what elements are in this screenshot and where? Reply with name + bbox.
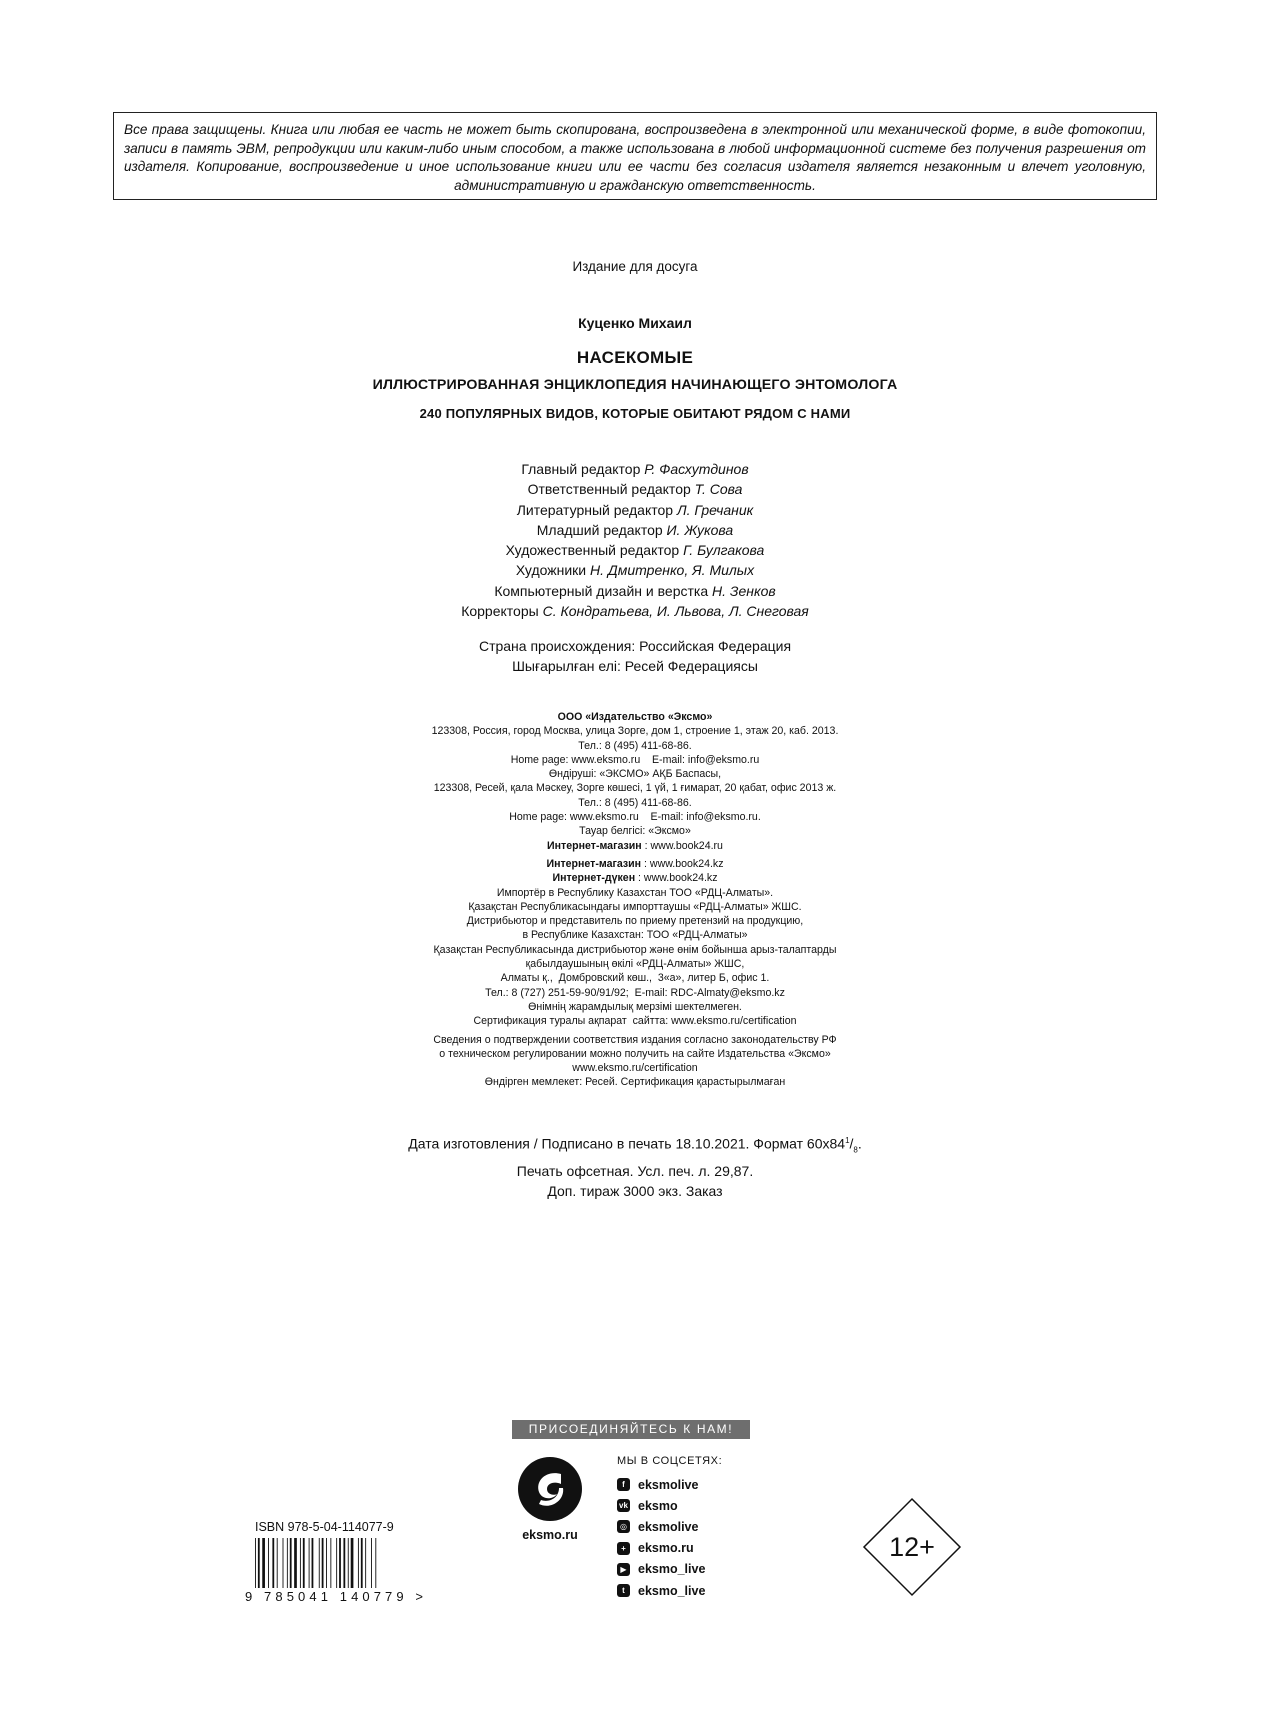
eksmo-logo-icon [517, 1456, 583, 1522]
credit-role: Компьютерный дизайн и верстка [494, 582, 709, 599]
twitter-icon: t [617, 1584, 630, 1597]
social-item-instagram [617, 1516, 705, 1537]
credits-list [0, 459, 1270, 621]
social-item-facebook [617, 1474, 705, 1495]
credit-role: Художественный редактор [505, 542, 680, 559]
social-label: eksmo.ru [638, 1541, 694, 1556]
credit-line [0, 560, 1270, 580]
credit-role: Ответственный редактор [527, 481, 691, 498]
social-item-vk [617, 1495, 705, 1516]
social-label: eksmolive [638, 1477, 699, 1492]
social-list [617, 1474, 705, 1601]
online-shop-kz-2 [0, 871, 1270, 885]
print-date-format: Дата изготовления / Подписано в печать 18.10.2021. Формат $60x84^1/_8$. [408, 1135, 862, 1155]
imprint-line: Қазақстан Республикасындағы импорттаушы «РДЦ-Алматы» ЖШС. [468, 900, 802, 913]
credit-name: Л. Гречаник [676, 501, 754, 518]
imprint-line: Импортёр в Республику Казахстан ТОО «РДЦ-Алматы». [496, 886, 774, 899]
facebook-icon: f [617, 1478, 630, 1491]
social-title: МЫ В СОЦСЕТЯХ: [617, 1455, 723, 1467]
credit-name: Н. Дмитренко, Я. Милых [590, 562, 755, 579]
online-shop-kz [0, 857, 1270, 871]
credit-name: Н. Зенков [712, 582, 776, 599]
imprint-line: в Республике Казахстан: ТОО «РДЦ-Алматы» [522, 929, 748, 942]
instagram-icon: ◎ [617, 1520, 630, 1533]
credit-name: И. Жукова [666, 521, 734, 538]
country-ru: Страна происхождения: Российская Федерация [478, 638, 792, 654]
imprint-line: о техническом регулировании можно получить на сайте Издательства «Эксмо» [439, 1047, 831, 1060]
credit-line [0, 540, 1270, 560]
credit-line [0, 459, 1270, 479]
social-label: eksmo [638, 1498, 678, 1513]
shop-url: : www.book24.kz [635, 872, 718, 885]
social-label: eksmolive [638, 1519, 699, 1534]
imprint-line: Home page: www.eksmo.ru E-mail: info@eksmo.ru [510, 753, 760, 766]
author-name: Куценко Михаил [578, 315, 692, 331]
imprint-line: қабылдаушының өкілі «РДЦ-Алматы» ЖШС, [525, 958, 745, 971]
isbn-number: ISBN 978-5-04-114077-9 [255, 1520, 394, 1534]
barcode-icon [253, 1538, 413, 1588]
publisher-name: ООО «Издательство «Эксмо» [557, 711, 713, 723]
online-shop-ru [0, 839, 1270, 853]
credit-line [0, 500, 1270, 520]
imprint-line: www.eksmo.ru/certification [572, 1062, 698, 1075]
credit-role: Младший редактор [536, 521, 663, 538]
imprint-line: Сертификация туралы ақпарат сайтта: www.eksmo.ru/certification [473, 1015, 797, 1028]
print-date-text: Дата изготовления / Подписано в печать 18.10.2021. Формат 60x84 [408, 1135, 846, 1152]
credit-name: С. Кондратьева, И. Львова, Л. Снеговая [542, 603, 809, 620]
book-title: НАСЕКОМЫЕ [576, 348, 694, 367]
imprint-line: Тел.: 8 (727) 251-59-90/91/92; E-mail: RDC-Almaty@eksmo.kz [485, 986, 785, 999]
country-kz: Шығарылған елі: Ресей Федерациясы [512, 658, 758, 674]
print-run: Доп. тираж 3000 экз. Заказ [547, 1183, 723, 1200]
country-of-origin [0, 636, 1270, 676]
credit-line [0, 581, 1270, 601]
barcode-digits: 9 785041 140779 > [245, 1589, 428, 1604]
credit-name: Г. Булгакова [683, 542, 765, 559]
age-rating: 12+ [889, 1532, 935, 1562]
youtube-icon: ▶ [617, 1563, 630, 1576]
shop-label: Интернет-дүкен [552, 872, 636, 885]
shop-url: : www.book24.ru [641, 839, 723, 852]
imprint-line: Өндіруші: «ЭКСМО» АҚБ Баспасы, [548, 768, 722, 781]
social-item-website [617, 1538, 705, 1559]
genre-label: Издание для досуга [572, 259, 698, 274]
credit-role: Литературный редактор [516, 501, 674, 518]
credit-line [0, 520, 1270, 540]
print-info [0, 1131, 1270, 1202]
imprint-line: Тел.: 8 (495) 411-68-86. [578, 739, 692, 752]
credit-line [0, 479, 1270, 499]
imprint-line: Тауар белгісі: «Эксмо» [579, 825, 691, 838]
imprint-line: Сведения о подтверждении соответствия издания согласно законодательству РФ [433, 1033, 837, 1046]
print-date-end: . [857, 1135, 862, 1152]
join-us-banner: ПРИСОЕДИНЯЙТЕСЬ К НАМ! [512, 1420, 750, 1439]
imprint-line: Алматы қ., Домбровский көш., 3«а», литер Б, офис 1. [500, 972, 770, 985]
shop-label: Интернет-магазин [547, 839, 642, 852]
imprint-line: 123308, Россия, город Москва, улица Зорге, дом 1, строение 1, этаж 20, каб. 2013. [431, 725, 839, 738]
credit-role: Главный редактор [521, 461, 641, 477]
logo-caption: eksmo.ru [522, 1528, 578, 1542]
imprint-line: 123308, Ресей, қала Мәскеу, Зорге көшесі, 1 үй, 1 ғимарат, 20 қабат, офис 2013 ж. [433, 782, 837, 795]
social-label: eksmo_live [638, 1583, 706, 1598]
copyright-notice: Все права защищены. Книга или любая ее часть не может быть скопирована, воспроизведена в электронной или механической форме, в виде фотокопии, записи в память ЭВМ, репродукции или каким-либо иным способом, а также использована в любой информационной системе без получения разрешения от издателя. Копирование, воспроизведение и иное использование книги или ее части без согласия издателя является незаконным и влечет уголовную, административную и гражданскую ответственность. [113, 112, 1157, 200]
credit-name: Т. Сова [694, 481, 743, 498]
social-item-twitter [617, 1580, 705, 1601]
book-subtitle: ИЛЛЮСТРИРОВАННАЯ ЭНЦИКЛОПЕДИЯ НАЧИНАЮЩЕГО ЭНТОМОЛОГА [372, 377, 898, 393]
social-label: eksmo_live [638, 1562, 706, 1577]
imprint-line: Өндірген мемлекет: Ресей. Сертификация қарастырылмаған [484, 1076, 786, 1089]
shop-url: : www.book24.kz [641, 857, 724, 870]
imprint-line: Қазақстан Республикасында дистрибьютор және өнім бойынша арыз-талаптарды [433, 943, 837, 956]
website-icon: + [617, 1542, 630, 1555]
imprint-line: Тел.: 8 (495) 411-68-86. [578, 796, 692, 809]
book-subtitle-secondary: 240 ПОПУЛЯРНЫХ ВИДОВ, КОТОРЫЕ ОБИТАЮТ РЯДОМ С НАМИ [419, 406, 851, 421]
format-numerator: 1 [845, 1136, 850, 1145]
imprint-line: Home page: www.eksmo.ru E-mail: info@eksmo.ru. [509, 811, 761, 824]
imprint-line: Өнімнің жарамдылық мерзімі шектелмеген. [528, 1000, 742, 1013]
imprint-line: Дистрибьютор и представитель по приему претензий на продукцию, [466, 915, 804, 928]
imprint-block [0, 710, 1270, 1090]
credit-role: Художники [515, 562, 587, 579]
social-item-youtube [617, 1559, 705, 1580]
credit-name: Р. Фасхутдинов [644, 461, 749, 477]
credit-role: Корректоры [461, 603, 539, 620]
credit-line [0, 601, 1270, 621]
shop-label: Интернет-магазин [546, 857, 642, 870]
vk-icon: vk [617, 1499, 630, 1512]
format-denominator: 8 [853, 1145, 858, 1155]
print-method: Печать офсетная. Усл. печ. л. 29,87. [516, 1162, 754, 1179]
